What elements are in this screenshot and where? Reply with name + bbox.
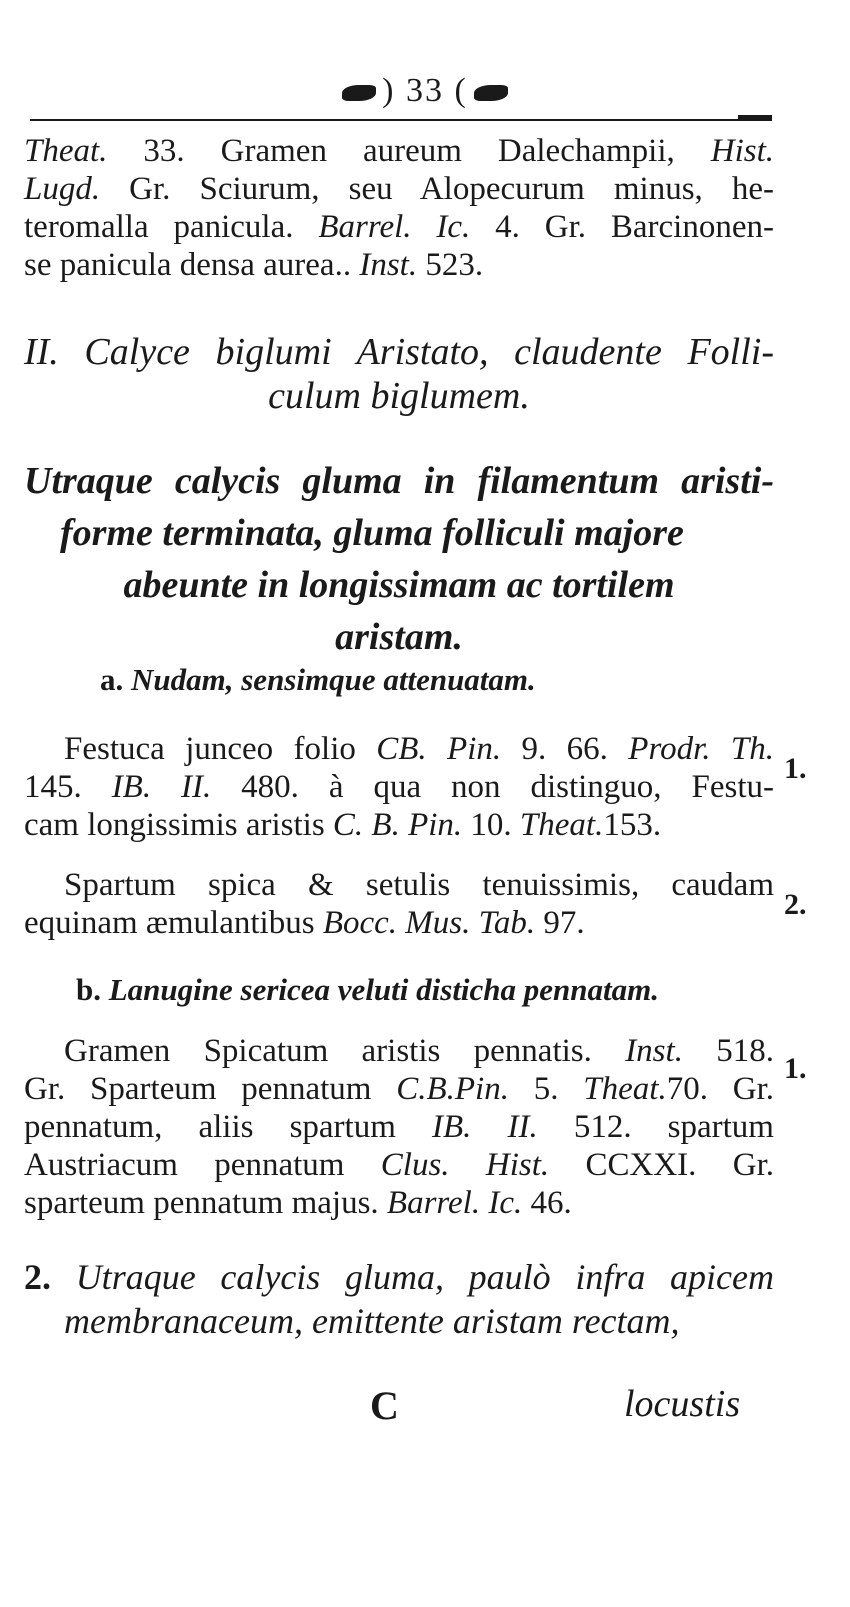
text-line: equinam æmulantibus Bocc. Mus. Tab. 97. xyxy=(24,905,585,941)
text-line: Austriacum pennatum Clus. Hist. CCXXI. Gr. xyxy=(24,1147,774,1183)
margin-number: 1. xyxy=(784,752,807,785)
item-2: 2. Utraque calycis gluma, paulò infra apicem membranaceum, emittente aristam rectam, xyxy=(24,1257,774,1341)
margin-number: 1. xyxy=(784,1052,807,1085)
catchword: locustis xyxy=(624,1383,741,1425)
text-line: Gramen Spicatum aristis pennatis. Inst. 518. xyxy=(64,1033,774,1069)
section-description: Utraque calycis gluma in filamentum aristi- forme terminata, gluma folliculi majore abeunte in longissimam ac tortilem aristam. xyxy=(24,460,774,658)
signature-mark: C xyxy=(370,1383,399,1428)
section-heading-ii: II. Calyce biglumi Aristato, claudente Folli- culum biglumem. xyxy=(24,331,774,417)
text-line: cam longissimis aristis C. B. Pin. 10. Theat.153. xyxy=(24,807,662,843)
text-line: Festuca junceo folio CB. Pin. 9. 66. Prodr. Th. xyxy=(64,731,774,767)
text-line: 145. IB. II. 480. à qua non distinguo, Festu- xyxy=(24,769,774,805)
text-line: se panicula densa aurea.. Inst. 523. xyxy=(24,247,484,283)
right-ornament-icon xyxy=(474,85,508,101)
entry-festuca xyxy=(24,730,774,844)
text-line: 2. Utraque calycis gluma, paulò infra apicem xyxy=(24,1257,774,1297)
text-line: pennatum, aliis spartum IB. II. 512. spartum xyxy=(24,1109,774,1145)
header-rule xyxy=(30,119,772,121)
text-line: Gr. Sparteum pennatum C.B.Pin. 5. Theat.70. Gr. xyxy=(24,1071,775,1107)
paragraph-theat-33 xyxy=(24,132,774,284)
text-line: Theat. 33. Gramen aureum Dalechampii, Hist. xyxy=(24,133,774,169)
header-rule-end xyxy=(738,115,772,120)
page-header: ) 33 ( xyxy=(0,72,850,110)
margin-number: 2. xyxy=(784,888,807,921)
text-line: Lugd. Gr. Sciurum, seu Alopecurum minus, he- xyxy=(24,171,774,207)
page-number: 33 xyxy=(406,72,444,109)
text-line: teromalla panicula. Barrel. Ic. 4. Gr. Barcinonen- xyxy=(24,209,774,245)
entry-spartum: Spartum spica & setulis tenuissimis, caudam equinam æmulantibus Bocc. Mus. Tab. 97. xyxy=(24,867,774,941)
subheading-a: a. Nudam, sensimque attenuatam. xyxy=(100,662,536,697)
subheading-b: b. Lanugine sericea veluti disticha pennatam. xyxy=(76,972,660,1007)
text-line: sparteum pennatum majus. Barrel. Ic. 46. xyxy=(24,1185,572,1221)
entry-gramen-spicatum xyxy=(24,1032,774,1222)
left-ornament-icon xyxy=(342,85,376,101)
